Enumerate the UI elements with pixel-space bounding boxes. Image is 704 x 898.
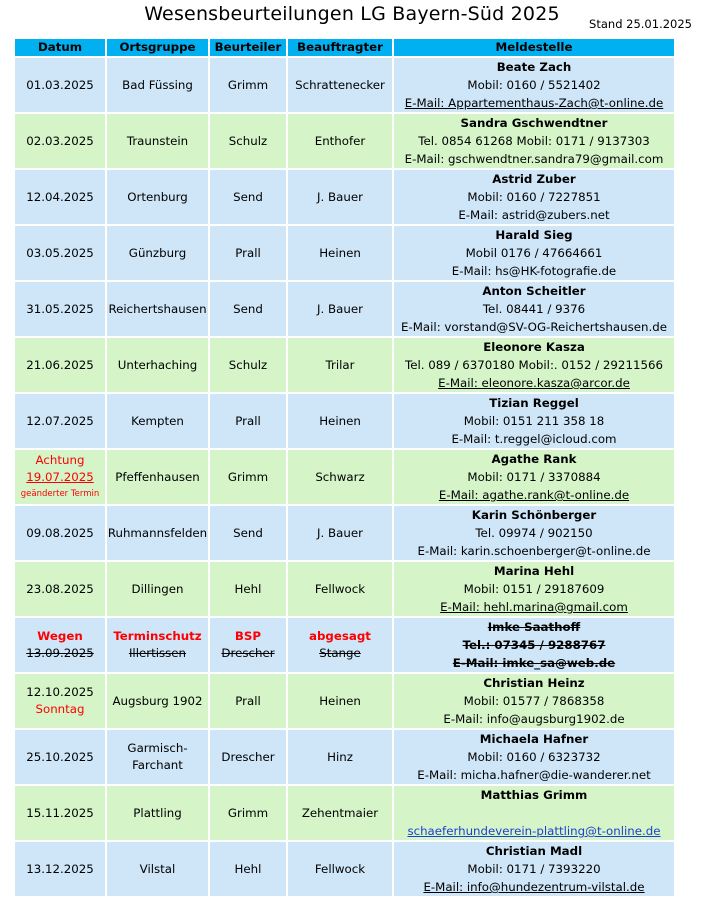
ortsgruppe-cell: Ruhmannsfelden: [107, 506, 208, 560]
datum-cell: 31.05.2025: [15, 282, 105, 336]
meldestelle-cell: [394, 674, 674, 728]
beurteiler-cell: Send: [210, 170, 286, 224]
ortsgruppe-cell: Dillingen: [107, 562, 208, 616]
datum-cell: 25.10.2025: [15, 730, 105, 784]
cancel-status: abgesagt: [309, 629, 371, 643]
contact-phone: [394, 804, 674, 822]
datum-date: 12.10.2025: [26, 685, 94, 699]
datum-note: geänderter Termin: [20, 488, 100, 499]
contact-email[interactable]: E-Mail: agathe.rank@t-online.de: [438, 488, 630, 502]
ortsgruppe-cell: Bad Füssing: [107, 58, 208, 112]
ortsgruppe-cell: Günzburg: [107, 226, 208, 280]
datum-cell: 01.03.2025: [15, 58, 105, 112]
datum-cell: 15.11.2025: [15, 786, 105, 840]
ortsgruppe-cell: Unterhaching: [107, 338, 208, 392]
meldestelle-cell: [394, 58, 674, 112]
contact-name: Agathe Rank: [491, 452, 577, 466]
contact-email[interactable]: E-Mail: eleonore.kasza@arcor.de: [438, 376, 630, 390]
datum-warning: Achtung: [35, 452, 85, 467]
beurteiler-cell: Send: [210, 506, 286, 560]
meldestelle-cell: [394, 114, 674, 168]
contact-name: Marina Hehl: [493, 564, 575, 578]
table-row: [15, 562, 674, 616]
beurteiler-cell: Prall: [210, 674, 286, 728]
contact-email[interactable]: E-Mail: hehl.marina@gmail.com: [440, 600, 628, 614]
table-row: [15, 786, 674, 840]
datum-cell: 02.03.2025: [15, 114, 105, 168]
contact-email[interactable]: E-Mail: vorstand@SV-OG-Reichertshausen.de: [401, 320, 667, 334]
ortsgruppe-cell: [107, 618, 208, 672]
ortsgruppe-cell: Garmisch- Farchant: [107, 730, 208, 784]
beurteiler-cell: Grimm: [210, 58, 286, 112]
beauftragter-cell: Schwarz: [288, 450, 392, 504]
beurteiler-cell: Prall: [210, 394, 286, 448]
meldestelle-cell: [394, 730, 674, 784]
meldestelle-cell: [394, 394, 674, 448]
datum-cell: [15, 450, 105, 504]
meldestelle-cell: [394, 506, 674, 560]
table-row: [15, 170, 674, 224]
header-datum: Datum: [15, 39, 105, 56]
cancel-reason: Terminschutz: [113, 629, 202, 643]
datum-cell: 12.04.2025: [15, 170, 105, 224]
contact-name: Karin Schönberger: [471, 508, 597, 522]
beurteiler-cell: Send: [210, 282, 286, 336]
datum-cell: 23.08.2025: [15, 562, 105, 616]
beauftragter-cell: Schrattenecker: [288, 58, 392, 112]
meldestelle-cell: [394, 786, 674, 840]
datum-cell: 13.12.2025: [15, 842, 105, 896]
header-ortsgruppe: Ortsgruppe: [107, 39, 208, 56]
contact-name: Christian Madl: [485, 844, 583, 858]
ortsgruppe-cell: Plattling: [107, 786, 208, 840]
contact-email[interactable]: E-Mail: Appartementhaus-Zach@t-online.de: [404, 96, 664, 110]
contact-name: Anton Scheitler: [482, 284, 586, 298]
contact-phone: Mobil: 0160 / 7227851: [467, 190, 601, 204]
beurteiler-cell: Grimm: [210, 786, 286, 840]
beurteiler-cell: [210, 618, 286, 672]
datum-cell: [15, 674, 105, 728]
contact-email[interactable]: E-Mail: micha.hafner@die-wanderer.net: [417, 768, 651, 782]
beauftragter-cell: J. Bauer: [288, 170, 392, 224]
table-row: [15, 114, 674, 168]
meldestelle-cell: [394, 618, 674, 672]
beurteiler-cell: Prall: [210, 226, 286, 280]
contact-phone: Mobil: 0171 / 7393220: [467, 862, 601, 876]
contact-name: Eleonore Kasza: [483, 340, 585, 354]
ortsgruppe-name: Illertissen: [128, 646, 187, 660]
contact-phone: Mobil: 01577 / 7868358: [463, 694, 605, 708]
table-row-cancelled: [15, 618, 674, 672]
meldestelle-cell: [394, 226, 674, 280]
datum-cell: 09.08.2025: [15, 506, 105, 560]
contact-phone: Mobil: 0160 / 5521402: [467, 78, 601, 92]
contact-name: Imke Saathoff: [487, 620, 581, 634]
meldestelle-cell: [394, 450, 674, 504]
datum-date: 19.07.2025: [26, 469, 94, 484]
contact-name: Tizian Reggel: [489, 396, 579, 410]
beauftragter-cell: Heinen: [288, 394, 392, 448]
contact-name: Christian Heinz: [483, 676, 585, 690]
beauftragter-name: Stange: [319, 646, 361, 660]
beurteiler-cell: Schulz: [210, 114, 286, 168]
contact-email-link[interactable]: schaeferhundeverein-plattling@t-online.de: [407, 824, 661, 838]
contact-email[interactable]: E-Mail: t.reggel@icloud.com: [451, 432, 617, 446]
ortsgruppe-cell: Vilstal: [107, 842, 208, 896]
ortsgruppe-cell: Reichertshausen: [107, 282, 208, 336]
table-row: [15, 338, 674, 392]
beauftragter-cell: Hinz: [288, 730, 392, 784]
contact-phone: Mobil: 0151 / 29187609: [463, 582, 605, 596]
contact-phone: Tel.: 07345 / 9288767: [462, 638, 606, 652]
meldestelle-cell: [394, 842, 674, 896]
cancel-reason: Wegen: [37, 629, 83, 643]
meldestelle-cell: [394, 338, 674, 392]
beurteiler-cell: Drescher: [210, 730, 286, 784]
header-beauftragter: Beauftragter: [288, 39, 392, 56]
header-meldestelle: Meldestelle: [394, 39, 674, 56]
table-row: [15, 282, 674, 336]
contact-name: Sandra Gschwendtner: [460, 116, 608, 130]
beauftragter-cell: J. Bauer: [288, 506, 392, 560]
beauftragter-cell: Zehentmaier: [288, 786, 392, 840]
datum-cell: [15, 618, 105, 672]
beurteiler-name: Drescher: [221, 646, 275, 660]
contact-email[interactable]: E-Mail: imke_sa@web.de: [452, 656, 616, 670]
contact-phone: Tel. 089 / 6370180 Mobil:. 0152 / 29211566: [405, 358, 663, 372]
cancel-reason: BSP: [234, 629, 262, 643]
contact-name: Astrid Zuber: [492, 172, 576, 186]
beurteiler-cell: Hehl: [210, 562, 286, 616]
beurteiler-cell: Grimm: [210, 450, 286, 504]
contact-phone: Mobil 0176 / 47664661: [465, 246, 603, 260]
meldestelle-cell: [394, 562, 674, 616]
datum-date: 13.09.2025: [26, 646, 94, 660]
ortsgruppe-cell: Ortenburg: [107, 170, 208, 224]
beauftragter-cell: Fellwock: [288, 842, 392, 896]
table-row: [15, 394, 674, 448]
contact-email[interactable]: E-Mail: info@hundezentrum-vilstal.de: [423, 880, 645, 894]
table-row: [15, 674, 674, 728]
contact-phone: Mobil: 0160 / 6323732: [467, 750, 601, 764]
contact-email[interactable]: E-Mail: gschwendtner.sandra79@gmail.com: [404, 152, 664, 166]
contact-email[interactable]: E-Mail: karin.schoenberger@t-online.de: [417, 544, 651, 558]
beauftragter-cell: Trilar: [288, 338, 392, 392]
beauftragter-cell: Heinen: [288, 226, 392, 280]
beauftragter-cell: [288, 618, 392, 672]
contact-phone: Mobil: 0151 211 358 18: [463, 414, 605, 428]
table-row: [15, 226, 674, 280]
contact-phone: Tel. 09974 / 902150: [475, 526, 593, 540]
table-row: [15, 842, 674, 896]
meldestelle-cell: [394, 170, 674, 224]
ortsgruppe-cell: Kempten: [107, 394, 208, 448]
meldestelle-cell: [394, 282, 674, 336]
ortsgruppe-cell: Pfeffenhausen: [107, 450, 208, 504]
contact-email[interactable]: E-Mail: astrid@zubers.net: [458, 208, 610, 222]
contact-name: Beate Zach: [496, 60, 572, 74]
schedule-table: [13, 37, 676, 898]
beauftragter-cell: Enthofer: [288, 114, 392, 168]
header-row: [15, 39, 674, 56]
contact-phone: Mobil: 0171 / 3370884: [467, 470, 601, 484]
beauftragter-cell: Heinen: [288, 674, 392, 728]
table-row: [15, 506, 674, 560]
contact-phone: Tel. 08441 / 9376: [482, 302, 586, 316]
beurteiler-cell: Hehl: [210, 842, 286, 896]
datum-note: Sonntag: [35, 702, 85, 716]
ortsgruppe-cell: Traunstein: [107, 114, 208, 168]
table-row: [15, 730, 674, 784]
beurteiler-cell: Schulz: [210, 338, 286, 392]
contact-name: Michaela Hafner: [479, 732, 589, 746]
contact-name: Matthias Grimm: [480, 788, 588, 802]
beauftragter-cell: Fellwock: [288, 562, 392, 616]
table-row: [15, 58, 674, 112]
datum-cell: 21.06.2025: [15, 338, 105, 392]
ortsgruppe-cell: Augsburg 1902: [107, 674, 208, 728]
table-row: [15, 450, 674, 504]
header-beurteiler: Beurteiler: [210, 39, 286, 56]
datum-cell: 03.05.2025: [15, 226, 105, 280]
contact-name: Harald Sieg: [495, 228, 573, 242]
beauftragter-cell: J. Bauer: [288, 282, 392, 336]
contact-email[interactable]: E-Mail: hs@HK-fotografie.de: [451, 264, 617, 278]
stand-date: Stand 25.01.2025: [589, 17, 692, 31]
datum-cell: 12.07.2025: [15, 394, 105, 448]
page-title: Wesensbeurteilungen LG Bayern-Süd 2025: [144, 3, 560, 25]
contact-phone: Tel. 0854 61268 Mobil: 0171 / 9137303: [418, 134, 650, 148]
contact-email[interactable]: E-Mail: info@augsburg1902.de: [443, 712, 625, 726]
